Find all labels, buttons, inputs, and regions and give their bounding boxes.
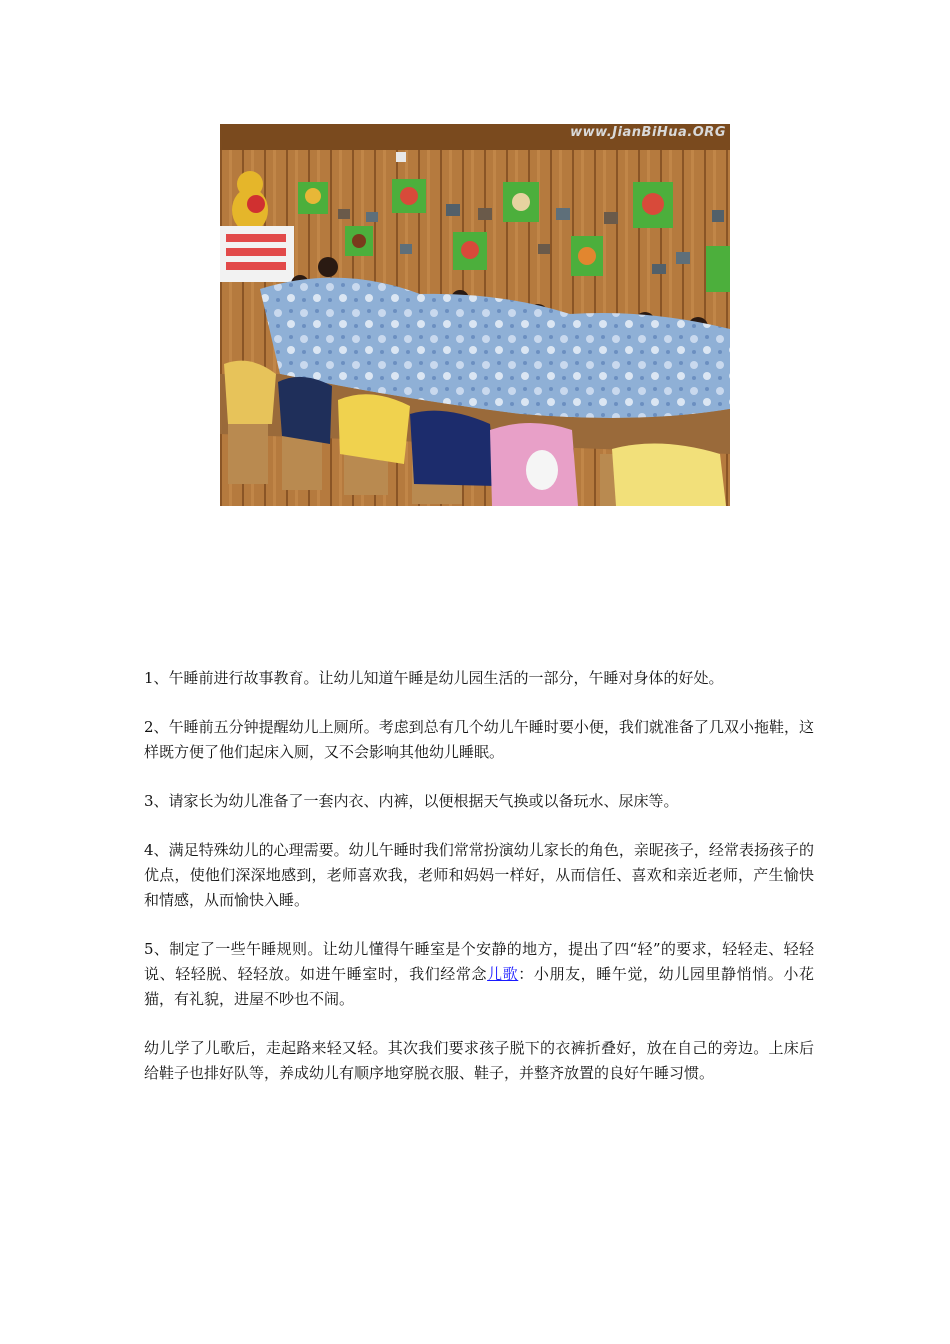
paragraph-1: 1、午睡前进行故事教育。让幼儿知道午睡是幼儿园生活的一部分，午睡对身体的好处。 bbox=[144, 669, 724, 687]
paragraph-5 bbox=[144, 937, 814, 1012]
paragraph-6: 幼儿学了儿歌后，走起路来轻又轻。其次我们要求孩子脱下的衣裤折叠好，放在自己的旁边。上床后给鞋子也排好队等，养成幼儿有顺序地穿脱衣服、鞋子，并整齐放置的良好午睡习惯。 bbox=[144, 1039, 814, 1082]
paragraph-3: 3、请家长为幼儿准备了一套内衣、内裤，以便根据天气换或以备玩水、尿床等。 bbox=[144, 792, 679, 810]
nap-room-illustration bbox=[220, 124, 730, 506]
photo-watermark: www.JianBiHua.ORG bbox=[570, 125, 726, 140]
nursery-rhyme-link[interactable]: 儿歌 bbox=[487, 965, 519, 983]
nap-room-photo bbox=[220, 124, 730, 506]
paragraph-4: 4、满足特殊幼儿的心理需要。幼儿午睡时我们常常扮演幼儿家长的角色，亲昵孩子，经常表扬孩子的优点，使他们深深地感到，老师喜欢我，老师和妈妈一样好，从而信任、喜欢和亲近老师，产生愉快和情感，从而愉快入睡。 bbox=[144, 841, 814, 909]
paragraph-5-before: 5、制定了一些午睡规则。让幼儿懂得午睡室是个安静的地方，提出了四“轻”的要求，轻轻走、轻轻说、轻轻脱、轻轻放。如进午睡室时，我们经常念 bbox=[144, 940, 814, 983]
paragraph-5-after: ：小朋友，睡午觉，幼儿园里静悄悄。小花猫，有礼貌，进屋不吵也不闹。 bbox=[144, 965, 814, 1008]
article-body bbox=[144, 666, 814, 1110]
paragraph-2: 2、午睡前五分钟提醒幼儿上厕所。考虑到总有几个幼儿午睡时要小便，我们就准备了几双小拖鞋，这样既方便了他们起床入厕，又不会影响其他幼儿睡眠。 bbox=[144, 718, 814, 761]
